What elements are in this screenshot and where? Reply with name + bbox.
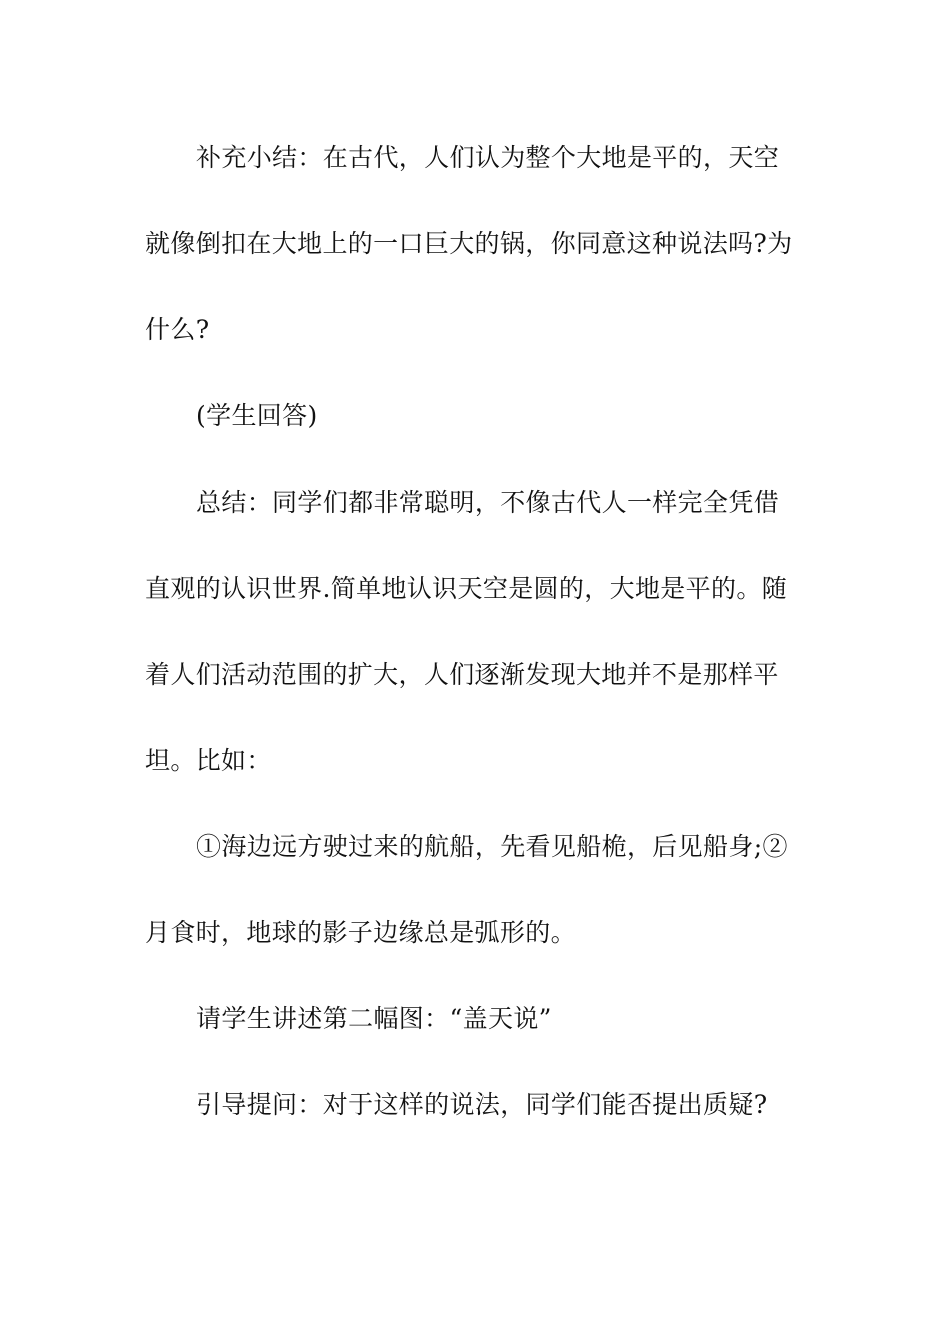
paragraph-supplement-line-2: 就像倒扣在大地上的一口巨大的锅，你同意这种说法吗?为 [145, 229, 793, 258]
paragraph-guiding-question: 引导提问：对于这样的说法，同学们能否提出质疑? [196, 1090, 768, 1119]
paragraph-examples-line-2: 月食时，地球的影子边缘总是弧形的。 [145, 918, 576, 947]
paragraph-student-answer: (学生回答) [196, 401, 318, 430]
paragraph-supplement-line-3: 什么? [145, 315, 210, 344]
paragraph-second-figure: 请学生讲述第二幅图：“盖天说” [196, 1004, 552, 1033]
paragraph-supplement-line-1: 补充小结：在古代，人们认为整个大地是平的，天空 [196, 143, 780, 172]
paragraph-summary-line-4: 坦。比如： [145, 746, 272, 775]
paragraph-summary-line-2: 直观的认识世界.简单地认识天空是圆的，大地是平的。随 [145, 574, 788, 603]
paragraph-summary-line-3: 着人们活动范围的扩大，人们逐渐发现大地并不是那样平 [145, 660, 779, 689]
paragraph-summary-line-1: 总结：同学们都非常聪明，不像古代人一样完全凭借 [196, 488, 780, 517]
paragraph-examples-line-1: ①海边远方驶过来的航船，先看见船桅，后见船身;② [196, 832, 788, 861]
